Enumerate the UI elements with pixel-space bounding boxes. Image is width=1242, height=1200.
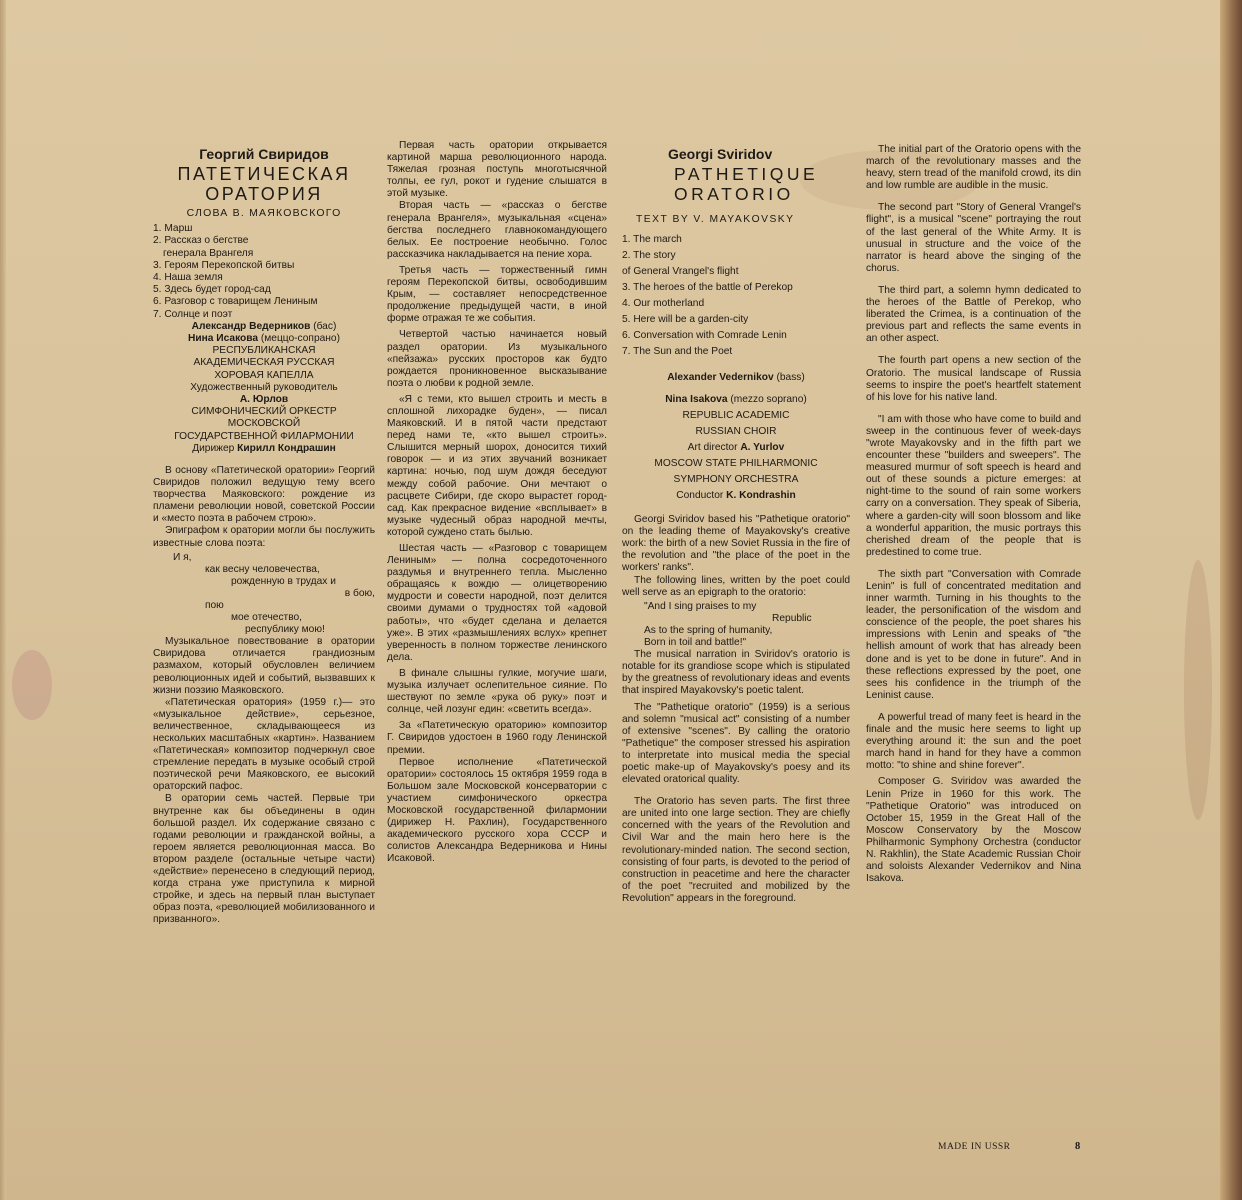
track-item: 7. The Sun and the Poet (622, 346, 733, 358)
track-item: генерала Врангеля (163, 247, 254, 259)
art-director-name-ru: А. Юрлов (239, 393, 289, 405)
title-line1-en: PATHETIQUE (674, 164, 819, 184)
stain (1184, 560, 1212, 820)
track-item: 1. Марш (153, 223, 193, 235)
track-item: 5. Here will be a garden-city (622, 314, 749, 326)
page-number: 8 (1075, 1141, 1081, 1152)
choir-line-3-ru: ХОРОВАЯ КАПЕЛЛА (214, 369, 314, 381)
performer-2-en: Nina Isakova (mezzo soprano) (665, 394, 807, 406)
paragraph: The Oratorio has seven parts. The first three are united into one large section. They are chiefly concerned with the years of the Revolution and Civil War and the main hero here is the revolutionary-minded nation. The second section, consisting of four parts, is devoted to the period of construction in peacetime and here the character of the poet "recruited and mobilized by the Revolution" appears in the foreground. (622, 796, 850, 904)
choir-line-1-en: REPUBLIC ACADEMIC (682, 410, 790, 422)
track-item: 6. Conversation with Comrade Lenin (622, 330, 787, 342)
paragraph: Первая часть оратории открывается картиной марша революционного народа. Тяжелая грозная поступь многотысячной толпы, ее гул, рокот и гудение слышатся в этой музыке. (387, 140, 607, 200)
stain (12, 650, 52, 720)
subtitle-en: TEXT BY V. MAYAKOVSKY (636, 214, 795, 225)
orchestra-line-1-ru: СИМФОНИЧЕСКИЙ ОРКЕСТР (191, 406, 337, 418)
paragraph: The sixth part "Conversation with Comrade Lenin" is full of concentrated meditation and inner warmth. Turning in his thoughts to the leader, the personification of the wisdom and conscience of the people, the poet shares his impressions with Lenin and speaks of "the hellish amount of work that has already been done and is yet to be done in future". And in these reflections expressed by the poet, one sees his confidence in the triumph of the Leninist cause. (866, 568, 1081, 701)
track-item: 5. Здесь будет город-сад (153, 284, 271, 296)
paragraph: "I am with those who have come to build and sweep in the continuous fever of week-days "wrote Mayakovsky and in the fifth part we encounter these "builders and sweepers". The measured murmur of soft speech is heard and out of these sounds a picture emerges: at night-time to the sound of rain some workers carry on a conversation. They speak of Siberia, where a garden-city will soon blossom and like a wonderful apparition, the music portrays this cherished dream of the people that is predestined to come true. (866, 413, 1081, 558)
performer-2-ru: Нина Исакова (меццо-сопрано) (188, 332, 340, 344)
paragraph: A powerful tread of many feet is heard in the finale and the music here seems to light up everything around it: the sun and the poet march hand in hand for they have a common motto: "to shine and shine forever". (866, 711, 1081, 772)
track-item: 2. Рассказ о бегстве (153, 235, 249, 247)
art-director-label-ru: Художественный руководитель (190, 381, 338, 393)
russian-column-1 (153, 140, 375, 927)
composer-name-en: Georgi Sviridov (668, 146, 773, 162)
paragraph: The "Pathetique oratorio" (1959) is a serious and solemn "musical act" consisting of a number of extensive "scenes". By calling the oratorio "Pathetique" the composer stressed his aspiration to interpretate into musical media the special poetic make-up of Mayakovsky's poesy and its elevated oratorical quality. (622, 701, 850, 786)
sleeve-left-edge (0, 0, 6, 1200)
performer-1-ru: Александр Ведерников (бас) (191, 320, 337, 332)
russian-column-2 (387, 140, 607, 865)
sleeve-right-edge (1220, 0, 1242, 1200)
paragraph: Шестая часть — «Разговор с товарищем Лениным» — полна сосредоточенного раздумья и внутреннего тепла. Мысленно обращаясь к вождю — олицетворению мудрости и совести народной, поэт делится своими думами о трудностях той «адовой работы», что «будет сделана и делается уже». В этих «размышлениях вслух» крепнет уверенность в полном торжестве ленинского дела. (387, 543, 607, 663)
paragraph: За «Патетическую ораторию» композитор Г. Свиридов удостоен в 1960 году Ленинской премии. (387, 720, 607, 756)
track-item: 4. Наша земля (153, 271, 223, 283)
paragraph: «Патетическая оратория» (1959 г.)— это «музыкальное действие», серьезное, величественное, складывающееся из нескольких масштабных «картин». Названием «Патетическая» композитор подчеркнул свое стремление передать в музыке особый строй поэтической речи Маяковского, ее высокий ораторский пафос. (153, 696, 375, 793)
orchestra-line-1-en: MOSCOW STATE PHILHARMONIC (654, 458, 818, 470)
composer-name-ru: Георгий Свиридов (199, 146, 329, 162)
track-item: 3. Героям Перекопской битвы (153, 259, 295, 271)
made-in-label: MADE IN USSR (938, 1142, 1011, 1152)
track-item: 2. The story (622, 250, 676, 262)
poem-epigraph-en: "And I sing praises to my Republic As to the spring of humanity, Born in toil and battle!" (644, 600, 812, 649)
choir-line-2-ru: АКАДЕМИЧЕСКАЯ РУССКАЯ (193, 357, 335, 369)
paragraph: Музыкальное повествование в оратории Свиридова отличается грандиозным размахом, который обусловлен величием революционных идей и событий, вызвавших к жизни поэзию Маяковского. (153, 636, 375, 696)
track-item: 6. Разговор с товарищем Лениным (153, 296, 318, 308)
track-item: 3. The heroes of the battle of Perekop (622, 282, 793, 294)
paragraph: Третья часть — торжественный гимн героям Перекопской битвы, освободившим Крым, — составляет непосредственное продолжение предыдущей части, в иной форме отражая те же события. (387, 264, 607, 325)
paragraph: The initial part of the Oratorio opens with the march of the revolutionary masses and the heavy, stern tread of the manifold crowd, its din and low rumble are audible in the music. (866, 144, 1081, 192)
track-item: of General Vrangel's flight (622, 266, 739, 278)
paragraph: The fourth part opens a new section of the Oratorio. The musical landscape of Russia seems to inspire the poet's heartfelt statement of his love for his native land. (866, 355, 1081, 403)
choir-line-2-en: RUSSIAN CHOIR (695, 426, 777, 438)
poem-epigraph-ru: И я, как весну человечества, рожденную в трудах и в бою, пою мое отечество, республику мою! (173, 551, 375, 636)
track-item: 7. Солнце и поэт (153, 308, 233, 320)
orchestra-line-2-en: SYMPHONY ORCHESTRA (673, 474, 799, 486)
paragraph: Georgi Sviridov based his "Pathetique oratorio" on the leading theme of Mayakovsky's creative work: the birth of a new Soviet Russia in the fire of the revolution and "the place of the poet in the workers' ranks". (622, 514, 850, 574)
paragraph: The third part, a solemn hymn dedicated to the heroes of the Battle of Perekop, who liberated the Crimea, is a continuation of the previous part and reflects the same events in an other aspect. (866, 284, 1081, 345)
paragraph: Вторая часть — «рассказ о бегстве генерала Врангеля», музыкальная «сцена» бегства последнего главнокомандующего белых. Ее построение необычно. Голос рассказчика накладывается на пение хора. (387, 200, 607, 260)
choir-line-1-ru: РЕСПУБЛИКАНСКАЯ (212, 345, 316, 357)
english-column-2 (866, 144, 1081, 885)
art-director-en: Art director A. Yurlov (687, 442, 785, 454)
paragraph: Эпиграфом к оратории могли бы послужить известные слова поэта: (153, 525, 375, 549)
paragraph: Composer G. Sviridov was awarded the Lenin Prize in 1960 for this work. The "Pathetique Oratorio" was introduced on October 15, 1959 in the Great Hall of the Moscow Conservatory by the Moscow Philharmonic Symphony Orchestra (conductor N. Rakhlin), the State Academic Russian Choir and soloists Alexander Vedernikov and Nina Isakova. (866, 776, 1081, 885)
orchestra-line-3-ru: ГОСУДАРСТВЕННОЙ ФИЛАРМОНИИ (174, 430, 354, 442)
paragraph: «Я с теми, кто вышел строить и месть в сплошной лихорадке буден», — писал Маяковский. И в пятой части предстают перед нами те, «кто вышел строить». Слышится мерный шорох, доносится тихий говорок — и из этих звучаний возникает картина: ночью, под шум дождя беседуют между собой рабочие. Они мечтают о расцвете Сибири, где скоро вырастет город-сад. Как прекрасное видение «всплывает» в музыке чудесный образ народной мечты, которой суждено стать былью. (387, 393, 607, 538)
paragraph: В основу «Патетической оратории» Георгий Свиридов положил ведущую тему всего творчества Маяковского: рождение из пламени революции новой, советской России и «место поэта в рабочем строю». (153, 464, 375, 525)
conductor-en: Conductor K. Kondrashin (676, 490, 796, 502)
performer-1-en: Alexander Vedernikov (bass) (667, 372, 805, 384)
paragraph: The second part "Story of General Vrangel's flight", is a musical "scene" portraying the rout of the last general of the White Army. It is unusual in structure and the voice of the narrator is heard above the singing of the chorus. (866, 202, 1081, 274)
title-line2-ru: ОРАТОРИЯ (205, 184, 323, 204)
paragraph: В финале слышны гулкие, могучие шаги, музыка излучает ослепительное сияние. По шествуют по земле «рука об руку» поэт и солнце, чей лозунг един: «светить всегда». (387, 667, 607, 716)
title-line2-en: ORATORIO (674, 184, 794, 204)
paragraph: The following lines, written by the poet could well serve as an epigraph to the oratorio: (622, 574, 850, 598)
track-item: 1. The march (622, 234, 682, 246)
paragraph: Первое исполнение «Патетической оратории» состоялось 15 октября 1959 года в Большом зале Московской консерватории с участием симфонического оркестра Московской государственной филармонии (дирижер Н. Рахлин), Государственного академического русского хора СССР и солистов Александра Ведерникова и Нины Исаковой. (387, 756, 607, 865)
paragraph: The musical narration in Sviridov's oratorio is notable for its grandiose scope which is stipulated by the greatness of revolutionary ideas and events that inspired Mayakovsky's poetic talent. (622, 649, 850, 697)
subtitle-ru: СЛОВА В. МАЯКОВСКОГО (186, 207, 342, 219)
track-item: 4. Our motherland (622, 298, 705, 310)
conductor-ru: Дирижер Кирилл Кондрашин (192, 442, 336, 454)
track-list-en (622, 232, 850, 360)
english-column-1 (622, 140, 850, 905)
track-list-ru (153, 223, 375, 321)
orchestra-line-2-ru: МОСКОВСКОЙ (227, 418, 301, 430)
paragraph: В оратории семь частей. Первые три внутренне как бы объединены в один большой раздел. Их содержание связано с годами революции и гражданской войны, а героем является революционная масса. Во втором разделе (остальные четыре части) «действие» перенесено в следующий период, когда страна уже приступила к мирной стройке, и здесь на первый план выступает образ поэта, «революцией мобилизованного и призванного». (153, 793, 375, 926)
title-line1-ru: ПАТЕТИЧЕСКАЯ (177, 164, 351, 184)
paragraph: Четвертой частью начинается новый раздел оратории. Из музыкального «пейзажа» русских просторов как будто рождается проникновенное высказывание поэта о любви к родной земле. (387, 329, 607, 389)
